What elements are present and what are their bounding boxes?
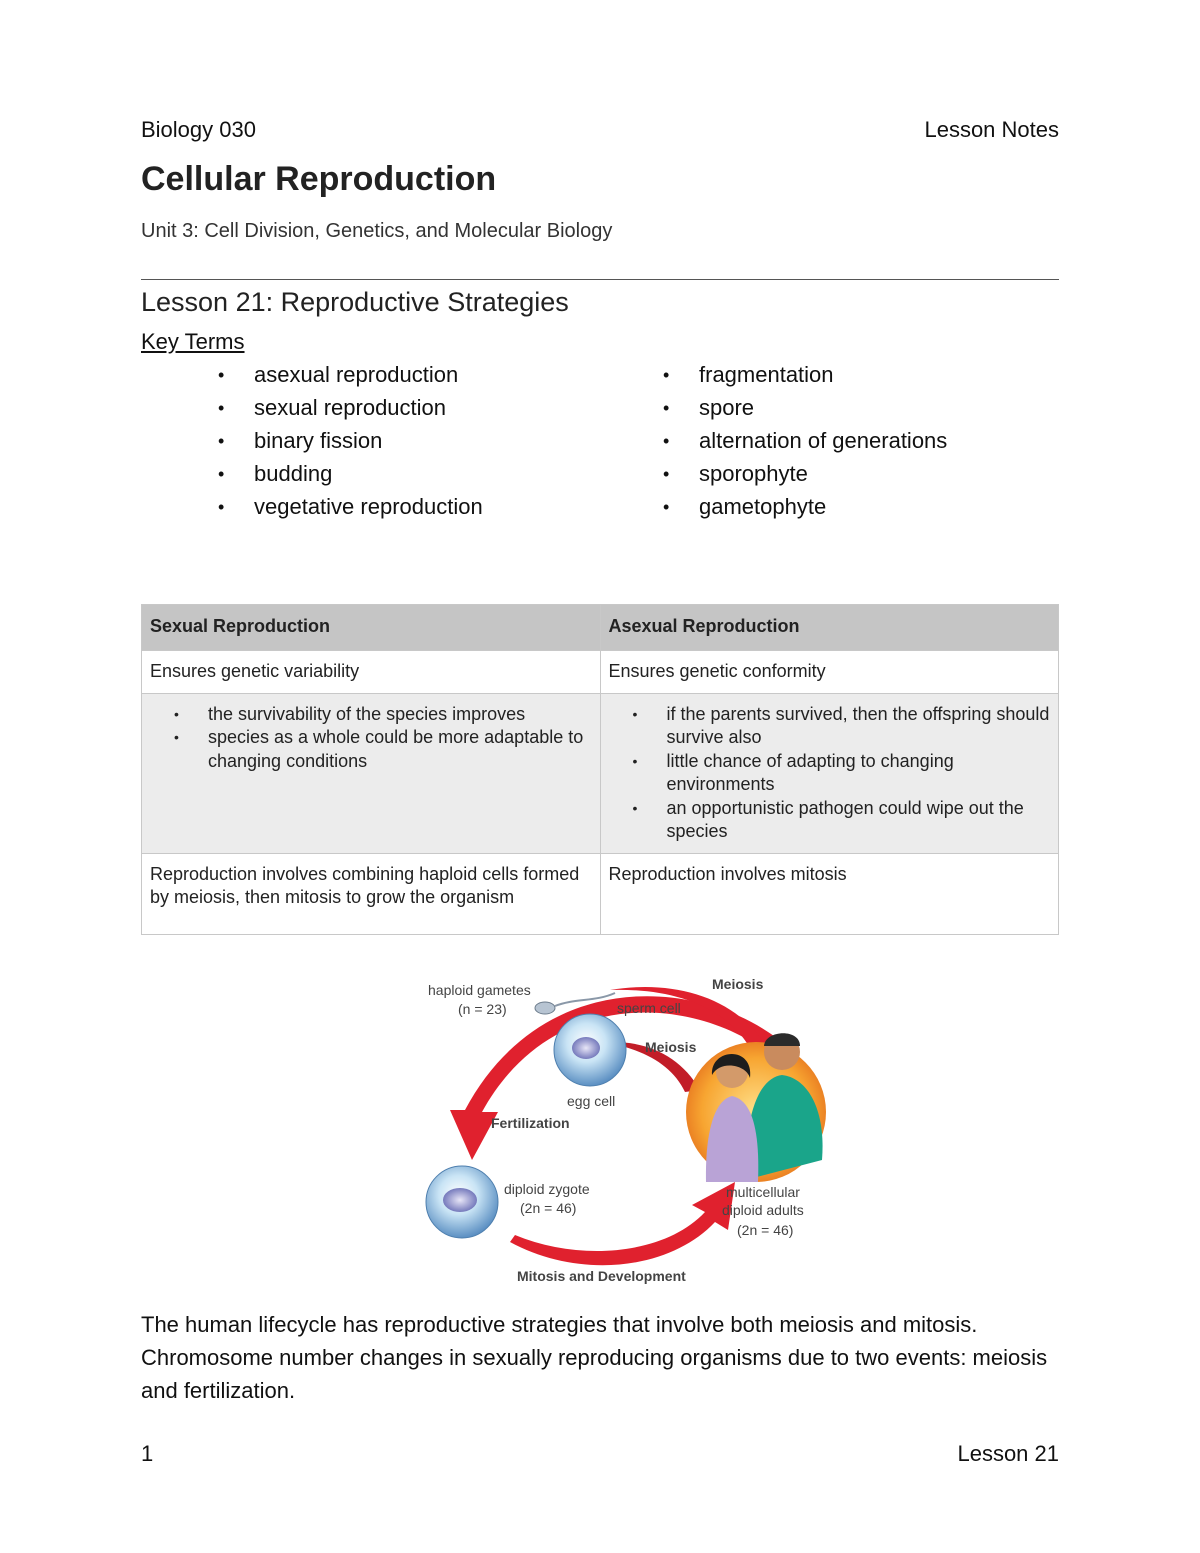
key-term-item: • asexual reproduction xyxy=(218,362,483,395)
table-cell: Reproduction involves mitosis xyxy=(600,853,1059,934)
column-header-asexual: Asexual Reproduction xyxy=(600,605,1059,651)
list-item: • species as a whole could be more adaptable to changing conditions xyxy=(208,726,592,773)
column-header-sexual: Sexual Reproduction xyxy=(142,605,601,651)
key-terms-heading: Key Terms xyxy=(141,329,245,354)
key-term-item: • vegetative reproduction xyxy=(218,494,483,527)
haploid-count-label: (n = 23) xyxy=(458,1001,507,1017)
diploid-zygote-label: diploid zygote xyxy=(504,1181,590,1197)
mitosis-label: Mitosis and Development xyxy=(517,1268,686,1284)
table-row xyxy=(142,853,1059,934)
adults-label-line1: multicellular xyxy=(726,1184,800,1200)
key-term-item: • fragmentation xyxy=(663,362,947,395)
adults-couple-image xyxy=(686,1033,826,1182)
body-paragraph: The human lifecycle has reproductive strategies that involve both meiosis and mitosis. Chromosome number changes in sexually reproducing organisms due to two events: meiosis and fertilization. xyxy=(141,1312,1048,1403)
key-terms-list-left xyxy=(218,362,483,527)
table-row xyxy=(142,651,1059,694)
table-cell xyxy=(600,693,1059,853)
key-term-item: • alternation of generations xyxy=(663,428,947,461)
list-item: • the survivability of the species improves xyxy=(208,703,592,727)
divider-rule xyxy=(141,279,1059,280)
bullet-list xyxy=(609,703,1051,844)
key-term-item: • sporophyte xyxy=(663,461,947,494)
footer-lesson: Lesson 21 xyxy=(957,1441,1059,1466)
table-row xyxy=(142,693,1059,853)
key-term-item: • binary fission xyxy=(218,428,483,461)
lesson-title: Lesson 21: Reproductive Strategies xyxy=(141,287,569,317)
zygote-icon xyxy=(426,1166,498,1238)
list-item: • an opportunistic pathogen could wipe out the species xyxy=(667,797,1051,844)
key-term-item: • gametophyte xyxy=(663,494,947,527)
meiosis-mid-label: Meiosis xyxy=(645,1039,697,1055)
table-cell xyxy=(142,693,601,853)
zygote-count-label: (2n = 46) xyxy=(520,1200,577,1216)
page-number: 1 xyxy=(141,1441,154,1466)
table-cell: Ensures genetic conformity xyxy=(600,651,1059,694)
fertilization-label: Fertilization xyxy=(491,1115,570,1131)
adults-label-line2: diploid adults xyxy=(722,1202,804,1218)
page-title: Cellular Reproduction xyxy=(141,160,497,198)
bullet-list xyxy=(150,703,592,774)
meiosis-top-label: Meiosis xyxy=(712,976,764,992)
key-term-item: • sexual reproduction xyxy=(218,395,483,428)
table-cell: Reproduction involves combining haploid cells formed by meiosis, then mitosis to grow the organism xyxy=(142,853,601,934)
human-lifecycle-diagram xyxy=(410,960,850,1290)
unit-subtitle: Unit 3: Cell Division, Genetics, and Molecular Biology xyxy=(141,220,613,242)
key-term-item: • spore xyxy=(663,395,947,428)
key-term-item: • budding xyxy=(218,461,483,494)
egg-cell-icon xyxy=(554,1014,626,1086)
adults-count-label: (2n = 46) xyxy=(737,1222,794,1238)
table-cell: Ensures genetic variability xyxy=(142,651,601,694)
document-type: Lesson Notes xyxy=(924,117,1059,142)
table-header-row xyxy=(142,605,1059,651)
haploid-gametes-label: haploid gametes xyxy=(428,982,531,998)
key-terms-list-right xyxy=(663,362,947,527)
egg-cell-label: egg cell xyxy=(567,1093,616,1109)
sperm-cell-label: sperm cell xyxy=(617,1000,681,1016)
comparison-table xyxy=(141,604,1059,935)
list-item: • little chance of adapting to changing environments xyxy=(667,750,1051,797)
course-name: Biology 030 xyxy=(141,117,256,142)
list-item: • if the parents survived, then the offspring should survive also xyxy=(667,703,1051,750)
